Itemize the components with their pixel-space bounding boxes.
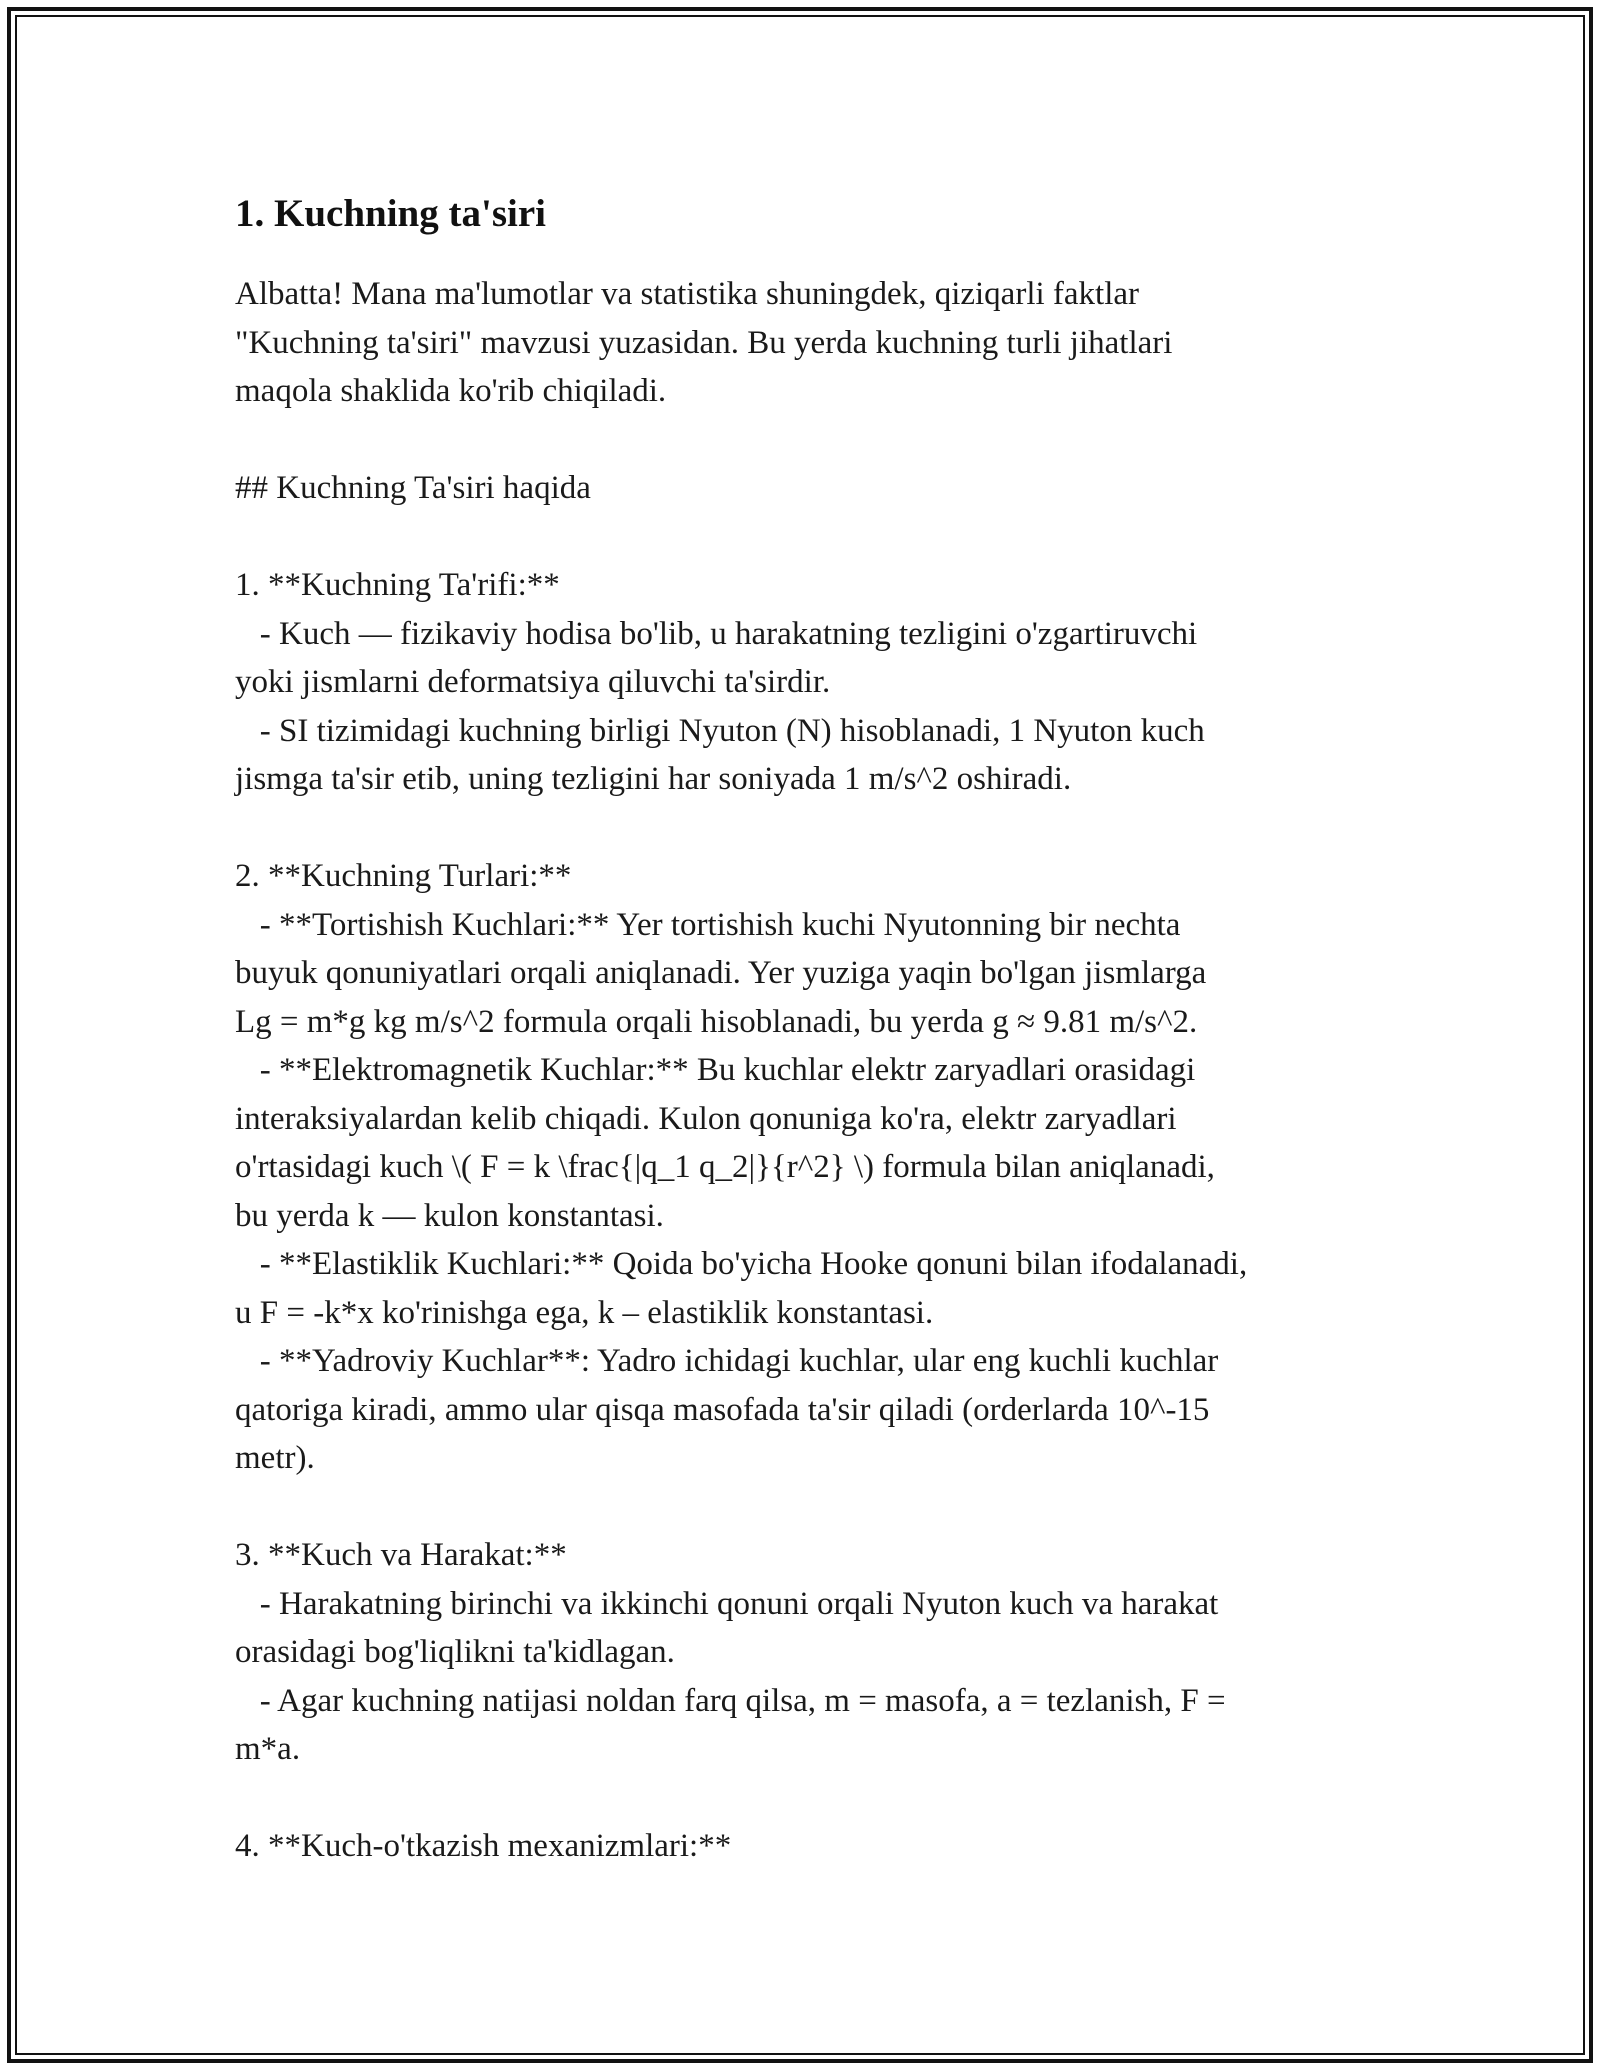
body-text: Albatta! Mana ma'lumotlar va statistika shuningdek, qiziqarli faktlar "Kuchning ta'siri" mavzusi yuzasidan. Bu yerda kuchning turli jihatlari maqola shaklida ko'rib chiqiladi. ## Kuchning Ta'siri haqida 1. **Kuchning Ta'rifi:** - Kuch — fizikaviy hodisa bo'lib, u harakatning tezligini o'zgartiruvchi yoki jismlarni deformatsiya qiluvchi ta'sirdir. - SI tizimidagi kuchning birligi Nyuton (N) hisoblanadi, 1 Nyuton kuch jismga ta'sir etib, uning tezligini har soniyada 1 m/s^2 oshiradi. 2. **Kuchning Turlari:** - **Tortishish Kuchlari:** Yer tortishish kuchi Nyutonning bir nechta buyuk qonuniyatlari orqali aniqlanadi. Yer yuziga yaqin bo'lgan jismlarga Lg = m*g kg m/s^2 formula orqali hisoblanadi, bu yerda g ≈ 9.81 m/s^2. - **Elektromagnetik Kuchlar:** Bu kuchlar elektr zaryadlari orasidagi interaksiyalardan kelib chiqadi. Kulon qonuniga ko'ra, elektr zaryadlari o'rtasidagi kuch \( F = k \frac{|q_1 q_2|}{r^2} \) formula bilan aniqlanadi, bu yerda k — kulon konstantasi. - **Elastiklik Kuchlari:** Qoida bo'yicha Hooke qonuni bilan ifodalanadi, u F = -k*x ko'rinishga ega, k – elastiklik konstantasi. - **Yadroviy Kuchlar**: Yadro ichidagi kuchlar, ular eng kuchli kuchlar qatoriga kiradi, ammo ular qisqa masofada ta'sir qiladi (orderlarda 10^-15 metr). 3. **Kuch va Harakat:** - Harakatning birinchi va ikkinchi qonuni orqali Nyuton kuch va harakat orasidagi bog'liqlikni ta'kidlagan. - Agar kuchning natijasi noldan farq qilsa, m = masofa, a = tezlanish, F = m*a. 4. **Kuch-o'tkazish mexanizmlari:** — [235, 276, 1248, 1864]
document-title: 1. Kuchning ta'siri — [235, 192, 546, 235]
document-body — [235, 188, 1365, 1871]
